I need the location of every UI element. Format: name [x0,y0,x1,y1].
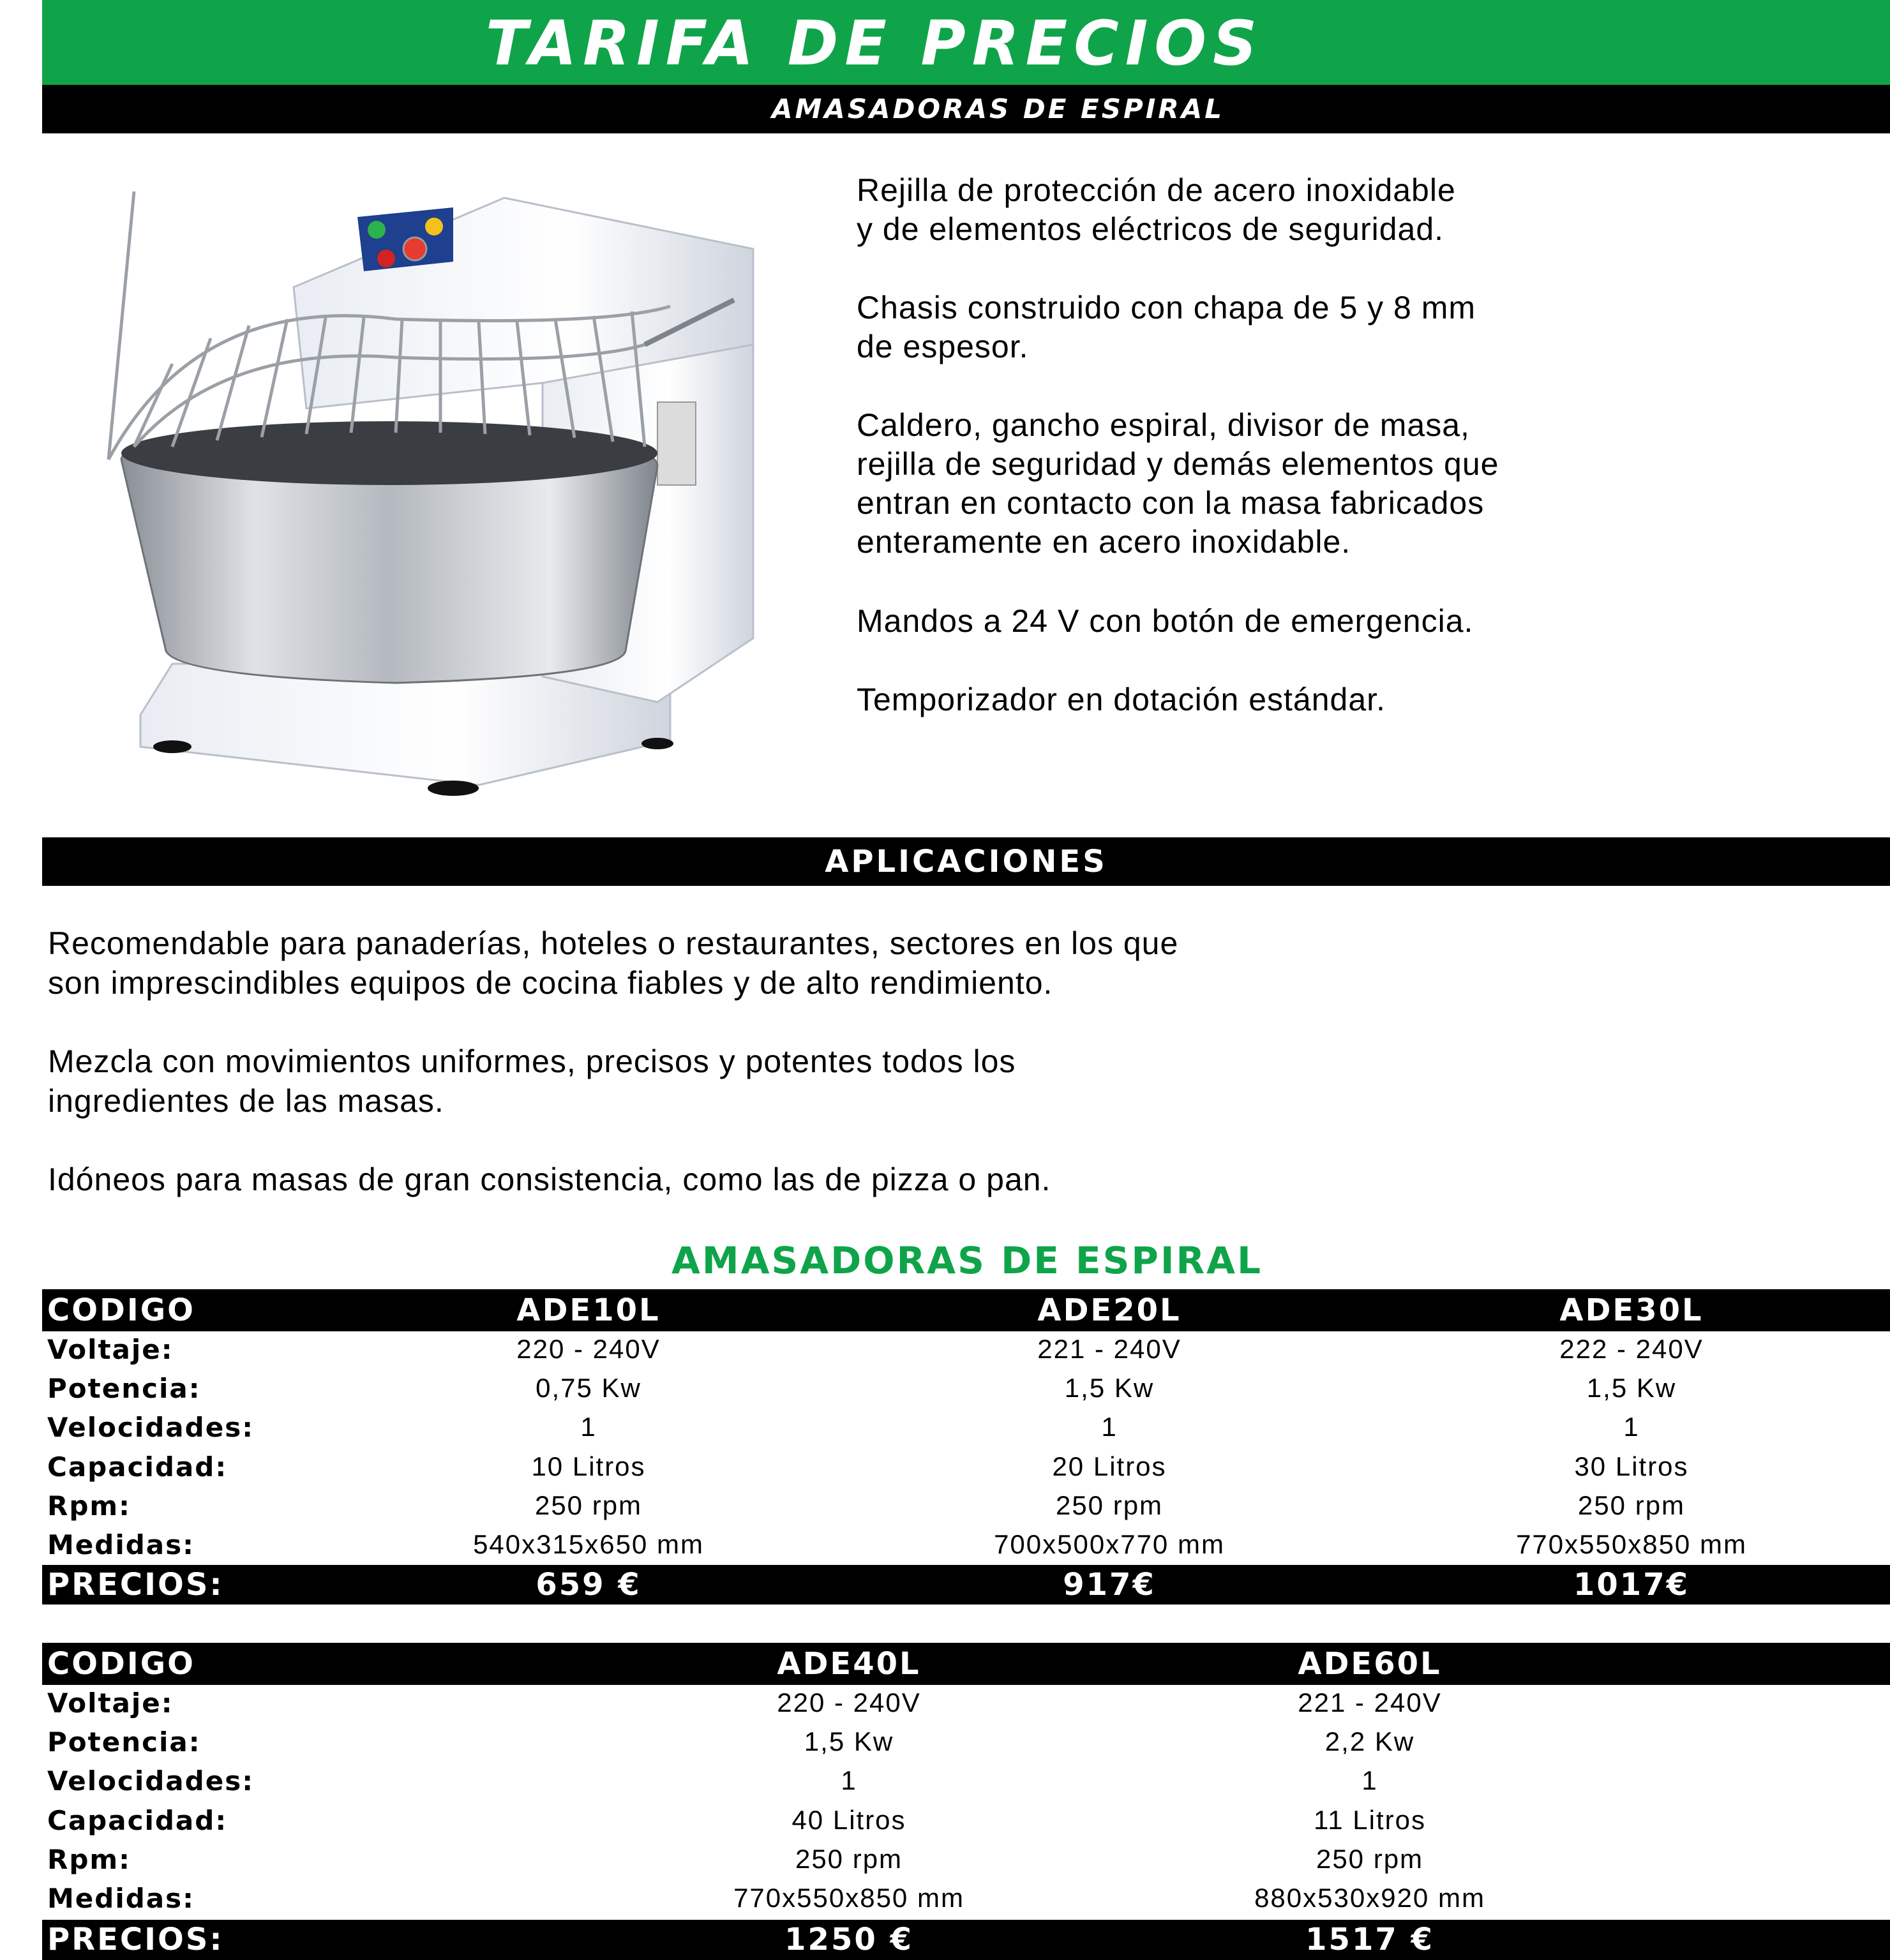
spec-value: 540x315x650 mm [473,1529,704,1559]
spec-value: 1,5 Kw [804,1726,894,1756]
spec-table-2 [42,1643,1890,1960]
spec-value: 10 Litros [531,1451,646,1481]
row-label-velocidades: Velocidades: [47,1765,254,1797]
spec-value: 250 rpm [1577,1490,1686,1520]
price-value: 1250 € [784,1922,913,1957]
spec-value: 770x550x850 mm [1516,1529,1747,1559]
applications-paragraph-2: Mezcla con movimientos uniformes, precisos y potentes todos los ingredientes de las masas. [48,1044,1016,1119]
spiral-dough-mixer-icon [96,191,766,804]
applications-paragraph-3: Idóneos para masas de gran consistencia, como las de pizza o pan. [48,1162,1051,1197]
applications-paragraph-1: Recomendable para panaderías, hoteles o restaurantes, sectores en los que son imprescindibles equipos de cocina fiables y de alto rendimiento. [48,925,1179,1001]
spec-value: 1,5 Kw [1586,1373,1677,1403]
applications-title: APLICACIONES [825,844,1107,879]
code-label: CODIGO [47,1292,195,1328]
subtitle-bar [42,85,1890,133]
price-label: PRECIOS: [47,1922,224,1957]
spec-value: 880x530x920 mm [1254,1883,1485,1913]
feature-text-4: Mandos a 24 V con botón de emergencia. [857,603,1474,639]
model-code: ADE30L [1559,1292,1704,1328]
page-title: TARIFA DE PRECIOS [485,8,1264,79]
spec-value: 2,2 Kw [1324,1726,1415,1756]
spec-value: 250 rpm [534,1490,643,1520]
row-label-velocidades: Velocidades: [47,1412,254,1443]
table-header-row [42,1289,1890,1331]
row-label-capacidad: Capacidad: [47,1451,228,1483]
price-value: 917€ [1063,1567,1156,1603]
row-label-medidas: Medidas: [47,1529,195,1560]
spec-value: 1 [1361,1765,1378,1795]
model-code: ADE10L [516,1292,661,1328]
spec-value: 1 [841,1765,857,1795]
price-value: 1017€ [1573,1567,1690,1603]
spec-value: 220 - 240V [777,1687,921,1717]
price-row [42,1565,1890,1605]
row-label-rpm: Rpm: [47,1490,131,1522]
spec-value: 221 - 240V [1037,1334,1181,1364]
row-label-potencia: Potencia: [47,1373,201,1404]
spec-value: 30 Litros [1574,1451,1689,1481]
spec-value: 1,5 Kw [1064,1373,1155,1403]
spec-value: 700x500x770 mm [994,1529,1225,1559]
applications-bar [42,837,1890,886]
price-value: 659 € [536,1567,641,1603]
feature-text-3: Caldero, gancho espiral, divisor de masa, rejilla de seguridad y demás elementos que entran en contacto con la masa fabricados enteramente en acero inoxidable. [857,407,1499,560]
spec-value: 20 Litros [1052,1451,1167,1481]
spec-value: 250 rpm [1055,1490,1164,1520]
page-subtitle: AMASADORAS DE ESPIRAL [772,93,1224,124]
price-value: 1517 € [1305,1922,1434,1957]
spec-value: 1 [1623,1412,1640,1442]
feature-text-5: Temporizador en dotación estándar. [857,682,1386,717]
spec-value: 222 - 240V [1559,1334,1704,1364]
row-label-voltaje: Voltaje: [47,1334,174,1365]
spec-value: 220 - 240V [516,1334,661,1364]
table-header-row [42,1643,1890,1685]
spec-value: 221 - 240V [1298,1687,1442,1717]
model-code: ADE20L [1037,1292,1181,1328]
model-code: ADE40L [777,1646,921,1682]
spec-value: 1 [580,1412,597,1442]
spec-value: 1 [1101,1412,1118,1442]
row-label-rpm: Rpm: [47,1844,131,1875]
spec-value: 11 Litros [1314,1805,1426,1835]
price-row [42,1920,1890,1960]
spec-value: 250 rpm [795,1844,903,1874]
row-label-potencia: Potencia: [47,1726,201,1758]
feature-text-1: Rejilla de protección de acero inoxidable y de elementos eléctricos de seguridad. [857,172,1456,247]
spec-value: 770x550x850 mm [733,1883,964,1913]
row-label-medidas: Medidas: [47,1883,195,1914]
price-label: PRECIOS: [47,1567,224,1603]
spec-value: 40 Litros [791,1805,906,1835]
model-code: ADE60L [1298,1646,1442,1682]
table-title: AMASADORAS DE ESPIRAL [671,1239,1263,1282]
spec-value: 250 rpm [1316,1844,1424,1874]
spec-value: 0,75 Kw [536,1373,641,1403]
code-label: CODIGO [47,1646,195,1682]
feature-text-2: Chasis construido con chapa de 5 y 8 mm de espesor. [857,290,1476,364]
row-label-capacidad: Capacidad: [47,1805,228,1836]
spec-table-1 [42,1289,1890,1605]
row-label-voltaje: Voltaje: [47,1687,174,1719]
